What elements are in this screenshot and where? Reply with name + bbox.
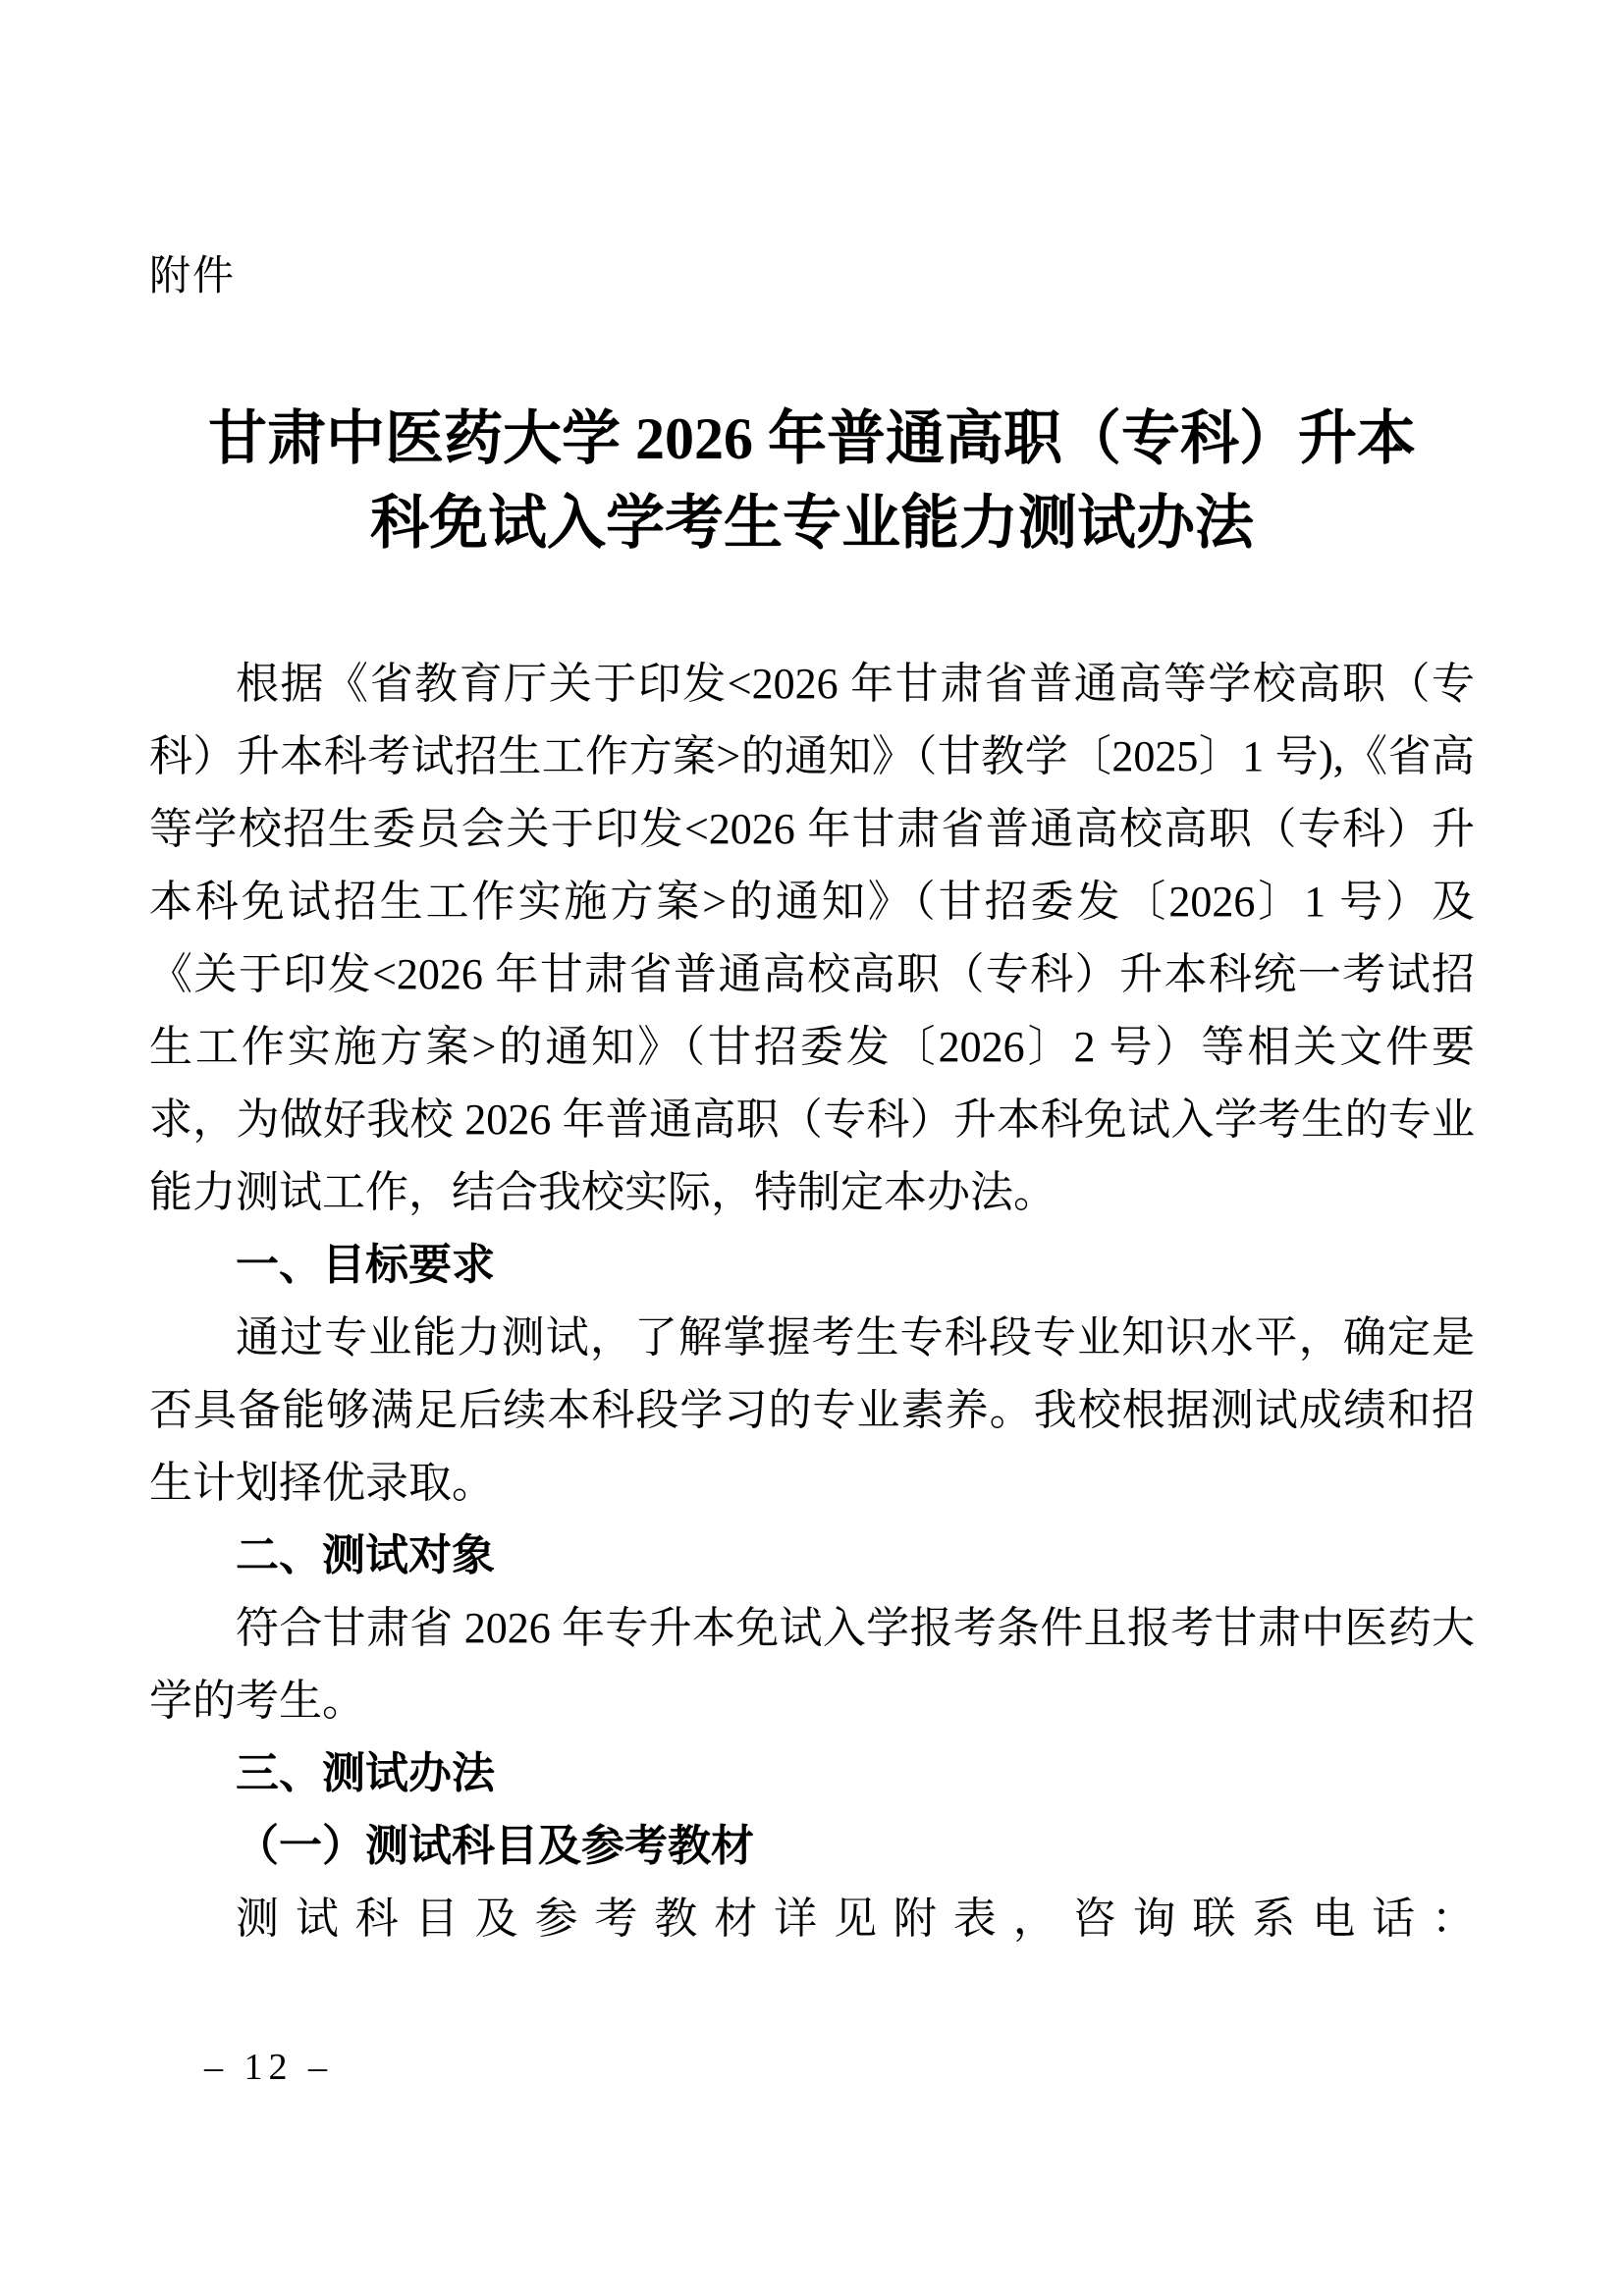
heading-section-1-goal-requirements: 一、目标要求 (236, 1241, 495, 1289)
paragraph-goal: 通过专业能力测试，了解掌握考生专科段专业知识水平，确定是否具备能够满足后续本科段学习的专业素养。我校根据测试成绩和招生计划择优录取。 (149, 1313, 1475, 1507)
paragraph-legal-basis: 根据《省教育厅关于印发<2026 年甘肃省普通高等学校高职（专科）升本科考试招生工作方案>的通知》（甘教学〔2025〕1 号),《省高等学校招生委员会关于印发<2026 年甘肃省普通高校高职（专科）升本科免试招生工作实施方案>的通知》（甘招委发〔2026〕1 号）及《关于印发<2026 年甘肃省普通高校高职（专科）升本科统一考试招生工作实施方案>的通知》（甘招委发〔2026〕2 号）等相关文件要求，为做好我校 2026 年普通高职（专科）升本科免试入学考生的专业能力测试工作，结合我校实际，特制定本办法。 (149, 660, 1475, 1216)
page-number: – 12 – (204, 2047, 333, 2088)
heading-section-2-test-targets: 二、测试对象 (236, 1531, 495, 1579)
attachment-label: 附件 (149, 252, 237, 298)
paragraph-test-targets: 符合甘肃省 2026 年专升本免试入学报考条件且报考甘肃中医药大学的考生。 (149, 1604, 1475, 1725)
document-title-line-2: 科免试入学考生专业能力测试办法 (370, 491, 1254, 556)
document-title (149, 397, 1475, 565)
document-title-line-1: 甘肃中医药大学 2026 年普通高职（专科）升本 (208, 406, 1416, 471)
heading-section-3-test-methods: 三、测试办法 (236, 1749, 495, 1797)
subheading-3-1-subjects-and-materials: （一）测试科目及参考教材 (236, 1822, 754, 1870)
paragraph-materials-see-attachment: 测试科目及参考教材详见附表，咨询联系电话： (236, 1895, 1475, 1943)
document-body (149, 648, 1475, 1955)
